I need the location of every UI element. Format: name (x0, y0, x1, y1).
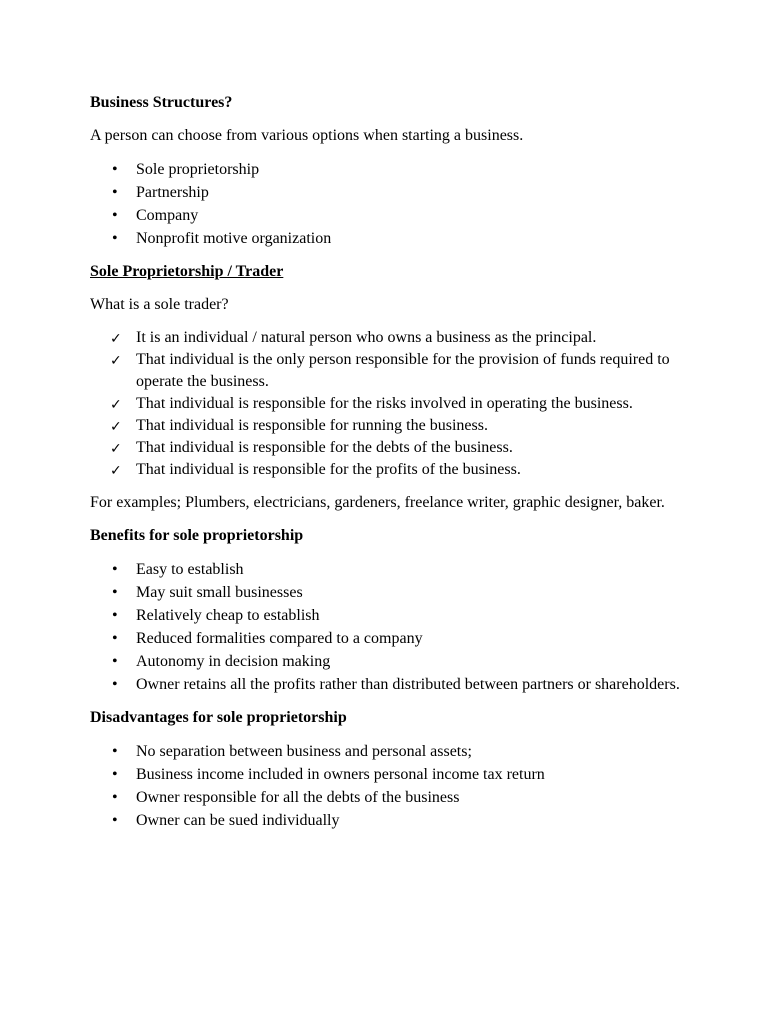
checkmark-icon: ✓ (110, 397, 122, 413)
bullet-icon: • (112, 561, 118, 578)
list-item: ✓ That individual is the only person responsible for the provision of funds required to operate the business. (110, 351, 670, 390)
document-title: Business Structures? (90, 94, 233, 111)
checkmark-icon: ✓ (110, 353, 122, 369)
list-item: • Owner responsible for all the debts of the business (90, 786, 690, 809)
bullet-icon: • (112, 789, 118, 806)
list-item: • Company (90, 204, 690, 227)
list-item: ✓ That individual is responsible for running the business. (90, 415, 690, 437)
bullet-icon: • (112, 812, 118, 829)
list-item: • May suit small businesses (90, 581, 690, 604)
bullet-icon: • (112, 230, 118, 247)
benefits-heading: Benefits for sole proprietorship (90, 527, 304, 544)
list-item: • Autonomy in decision making (90, 650, 690, 673)
list-item: ✓ It is an individual / natural person who owns a business as the principal. (90, 327, 690, 349)
disadvantages-list (90, 740, 690, 832)
bullet-icon: • (112, 161, 118, 178)
intro-paragraph: A person can choose from various options when starting a business. (90, 127, 524, 144)
bullet-icon: • (112, 207, 118, 224)
options-list (90, 158, 690, 250)
list-item: ✓ That individual is responsible for the risks involved in operating the business. (90, 393, 690, 415)
document-page (90, 92, 690, 843)
list-item: • Relatively cheap to establish (90, 604, 690, 627)
list-item: • Reduced formalities compared to a company (90, 627, 690, 650)
list-item: • Easy to establish (90, 558, 690, 581)
checkmark-icon: ✓ (110, 419, 122, 435)
list-item: • Nonprofit motive organization (90, 227, 690, 250)
sole-trader-question: What is a sole trader? (90, 296, 229, 313)
list-item: • Owner can be sued individually (90, 809, 690, 832)
list-item: ✓ That individual is responsible for the profits of the business. (90, 459, 690, 481)
benefits-list (90, 558, 690, 696)
checkmark-icon: ✓ (110, 463, 122, 479)
examples-paragraph: For examples; Plumbers, electricians, gardeners, freelance writer, graphic designer, baker. (90, 494, 665, 511)
bullet-icon: • (112, 584, 118, 601)
sole-trader-points (90, 327, 690, 481)
sole-proprietorship-heading: Sole Proprietorship / Trader (90, 263, 284, 280)
disadvantages-heading: Disadvantages for sole proprietorship (90, 709, 347, 726)
bullet-icon: • (112, 630, 118, 647)
bullet-icon: • (112, 743, 118, 760)
bullet-icon: • (112, 676, 118, 693)
list-item: • No separation between business and personal assets; (90, 740, 690, 763)
bullet-icon: • (112, 766, 118, 783)
list-item: • Partnership (90, 181, 690, 204)
list-item: • Sole proprietorship (90, 158, 690, 181)
bullet-icon: • (112, 607, 118, 624)
list-item: ✓ That individual is responsible for the debts of the business. (90, 437, 690, 459)
list-item: • Owner retains all the profits rather than distributed between partners or shareholders. (90, 673, 690, 696)
list-item: • Business income included in owners personal income tax return (90, 763, 690, 786)
checkmark-icon: ✓ (110, 331, 122, 347)
checkmark-icon: ✓ (110, 441, 122, 457)
bullet-icon: • (112, 184, 118, 201)
bullet-icon: • (112, 653, 118, 670)
